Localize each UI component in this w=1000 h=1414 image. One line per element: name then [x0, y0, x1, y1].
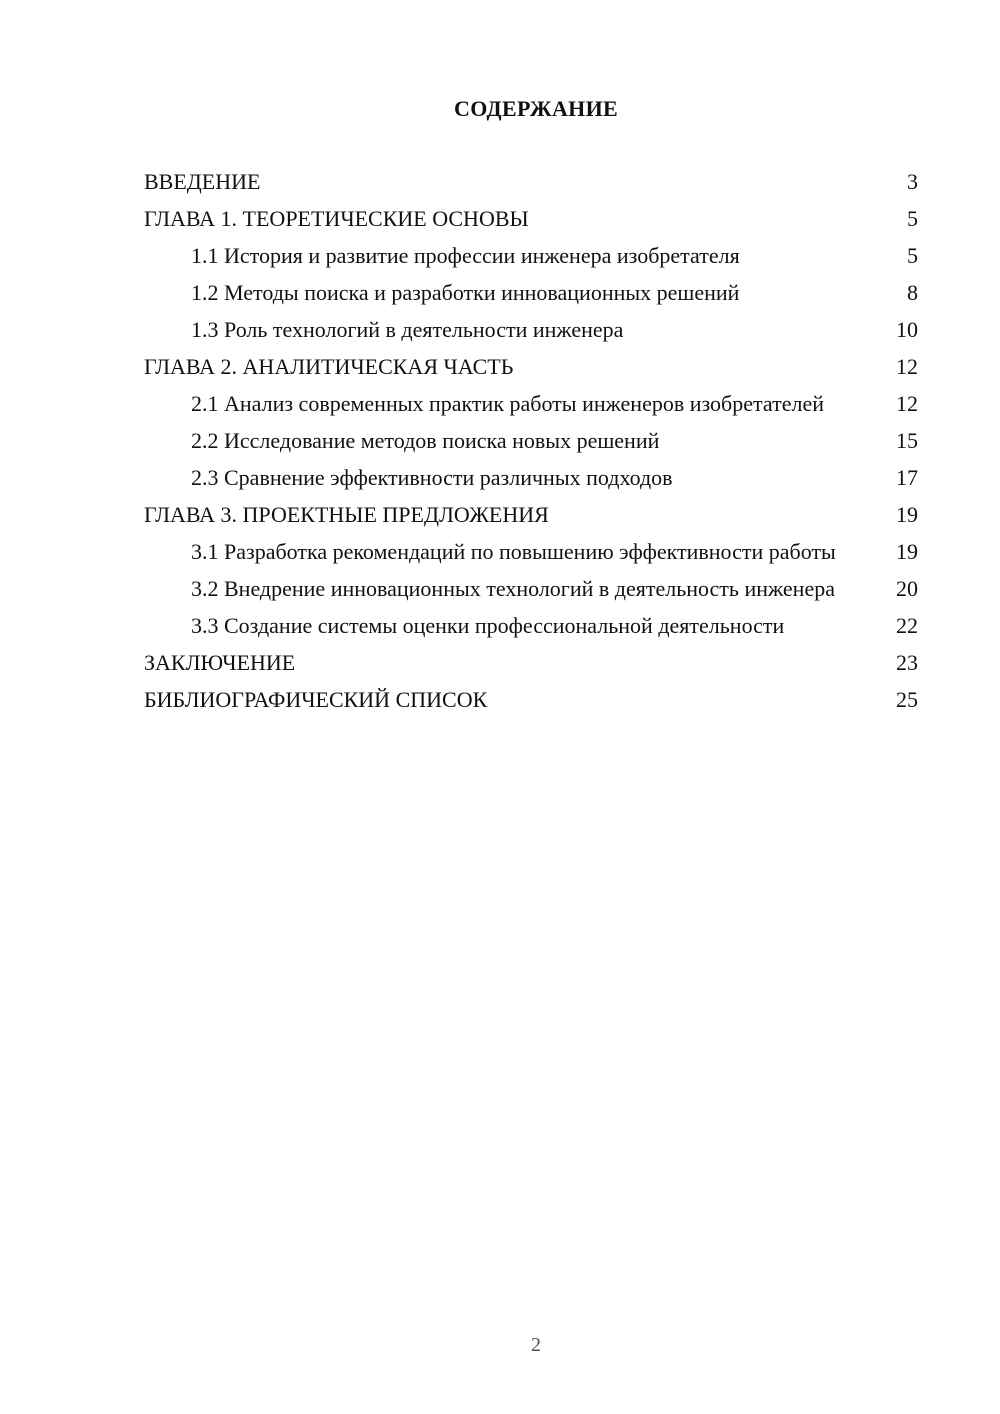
toc-entry-page: 3: [907, 169, 918, 194]
toc-entry[interactable]: [144, 538, 918, 565]
toc-entry-page: 5: [907, 243, 918, 268]
toc-entry-label: ВВЕДЕНИЕ: [144, 169, 261, 194]
toc-entry[interactable]: [144, 501, 918, 528]
toc-entry-label: 1.3 Роль технологий в деятельности инженера: [191, 317, 624, 342]
toc-title: СОДЕРЖАНИЕ: [454, 96, 618, 121]
toc-entry-label: 3.1 Разработка рекомендаций по повышению эффективности работы: [191, 539, 836, 564]
toc-entry[interactable]: [144, 612, 918, 639]
toc-entry-page: 8: [907, 280, 918, 305]
toc-entry-page: 15: [896, 428, 918, 453]
toc-entry-label: ГЛАВА 3. ПРОЕКТНЫЕ ПРЕДЛОЖЕНИЯ: [144, 502, 549, 527]
toc-entry[interactable]: [144, 205, 918, 232]
toc-entry-page: 25: [896, 687, 918, 712]
toc-entry-page: 19: [896, 539, 918, 564]
toc-entry[interactable]: [144, 649, 918, 676]
table-of-contents: [144, 168, 918, 723]
toc-entry-page: 10: [896, 317, 918, 342]
toc-entry[interactable]: [144, 279, 918, 306]
toc-entry[interactable]: [144, 353, 918, 380]
toc-entry-label: 2.1 Анализ современных практик работы инженеров изобретателей: [191, 391, 824, 416]
toc-entry-label: 3.2 Внедрение инновационных технологий в деятельность инженера: [191, 576, 835, 601]
toc-entry[interactable]: [144, 316, 918, 343]
page-number: 2: [531, 1334, 541, 1356]
toc-entry[interactable]: [144, 575, 918, 602]
toc-entry[interactable]: [144, 242, 918, 269]
toc-entry[interactable]: [144, 686, 918, 713]
toc-entry-label: ГЛАВА 2. АНАЛИТИЧЕСКАЯ ЧАСТЬ: [144, 354, 514, 379]
toc-entry-label: ГЛАВА 1. ТЕОРЕТИЧЕСКИЕ ОСНОВЫ: [144, 206, 529, 231]
toc-entry[interactable]: [144, 168, 918, 195]
toc-entry-label: ЗАКЛЮЧЕНИЕ: [144, 650, 296, 675]
toc-entry-page: 12: [896, 354, 918, 379]
toc-entry-label: 1.2 Методы поиска и разработки инновационных решений: [191, 280, 740, 305]
toc-entry-page: 5: [907, 206, 918, 231]
toc-entry-label: 2.3 Сравнение эффективности различных подходов: [191, 465, 673, 490]
toc-entry-page: 20: [896, 576, 918, 601]
toc-entry-page: 22: [896, 613, 918, 638]
toc-entry[interactable]: [144, 464, 918, 491]
toc-entry-page: 23: [896, 650, 918, 675]
toc-entry[interactable]: [144, 427, 918, 454]
toc-entry[interactable]: [144, 390, 918, 417]
toc-entry-label: 2.2 Исследование методов поиска новых решений: [191, 428, 660, 453]
toc-entry-page: 17: [896, 465, 918, 490]
toc-entry-label: 1.1 История и развитие профессии инженера изобретателя: [191, 243, 740, 268]
toc-entry-page: 12: [896, 391, 918, 416]
toc-entry-page: 19: [896, 502, 918, 527]
toc-entry-label: 3.3 Создание системы оценки профессиональной деятельности: [191, 613, 785, 638]
toc-entry-label: БИБЛИОГРАФИЧЕСКИЙ СПИСОК: [144, 687, 488, 712]
